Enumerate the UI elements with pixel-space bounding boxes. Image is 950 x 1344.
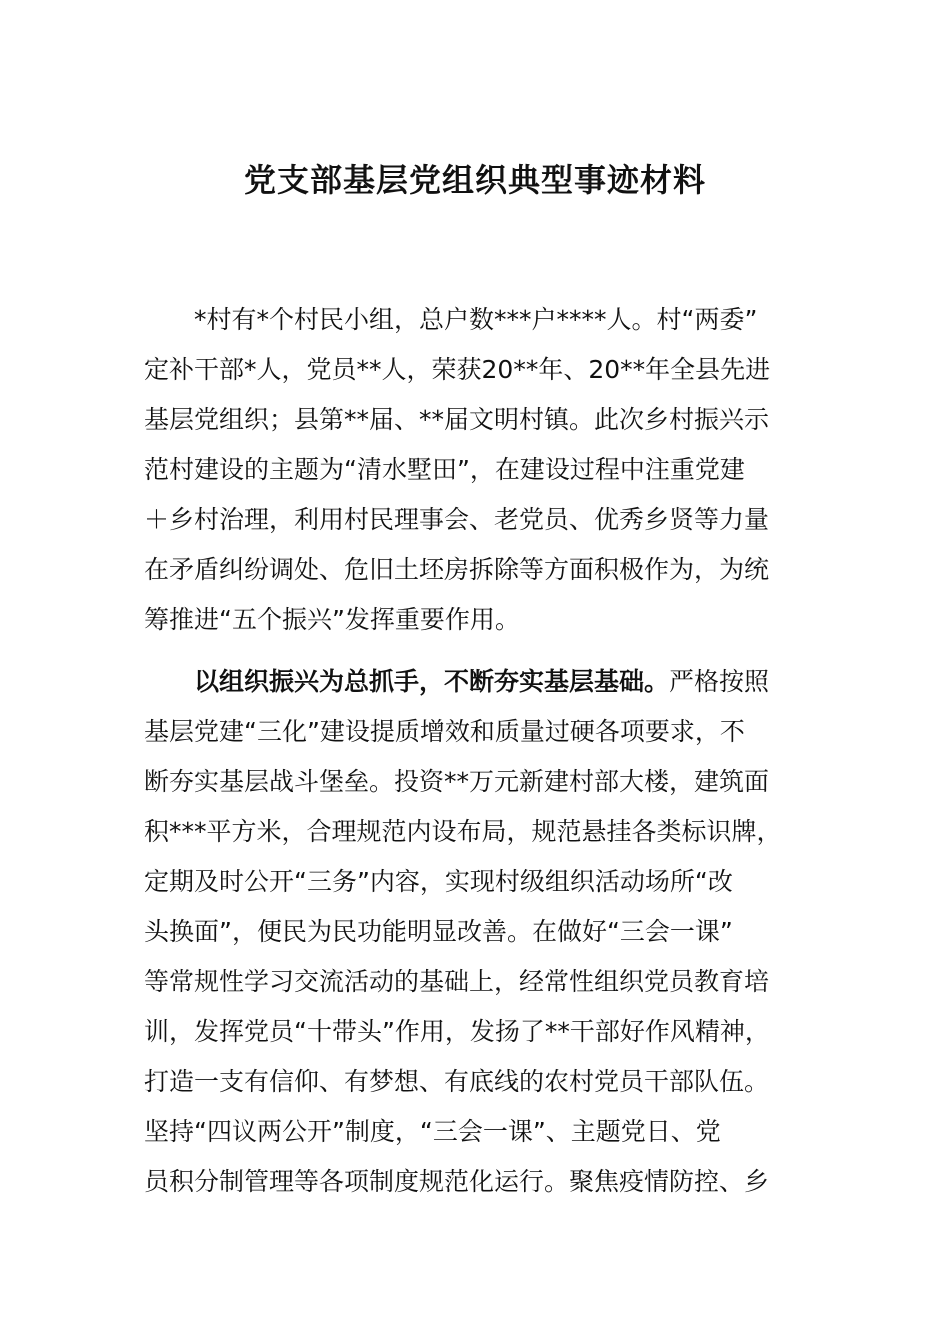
paragraph-1-line: 基层党组织；县第**届、**届文明村镇。此次乡村振兴示 (144, 405, 770, 434)
paragraph-1-line: *村有*个村民小组，总户数***户****人。村“两委” (144, 305, 758, 334)
paragraph-2-line: 断夯实基层战斗堡垒。投资**万元新建村部大楼，建筑面 (144, 767, 770, 796)
paragraph-2-line: 打造一支有信仰、有梦想、有底线的农村党员干部队伍。 (144, 1067, 770, 1096)
paragraph-2-line: 积***平方米，合理规范内设布局，规范悬挂各类标识牌， (144, 817, 782, 846)
paragraph-2-line: 头换面”，便民为民功能明显改善。在做好“三会一课” (144, 917, 733, 946)
paragraph-1-line: 定补干部*人，党员**人，荣获20**年、20**年全县先进 (144, 355, 771, 384)
paragraph-2-heading: 以组织振兴为总抓手，不断夯实基层基础。 (144, 667, 670, 696)
paragraph-2-line: 员积分制管理等各项制度规范化运行。聚焦疫情防控、乡 (144, 1167, 770, 1196)
paragraph-1-line: ＋乡村治理，利用村民理事会、老党员、优秀乡贤等力量 (144, 505, 770, 534)
paragraph-2-line: 基层党建“三化”建设提质增效和质量过硬各项要求，不 (144, 717, 745, 746)
paragraph-1 (144, 295, 808, 645)
paragraph-1-line: 在矛盾纠纷调处、危旧土坯房拆除等方面积极作为，为统 (144, 555, 770, 584)
paragraph-2-line: 坚持“四议两公开”制度，“三会一课”、主题党日、党 (144, 1117, 721, 1146)
paragraph-2-line: 定期及时公开“三务”内容，实现村级组织活动场所“改 (144, 867, 733, 896)
paragraph-2-first-line-rest: 严格按照 (669, 667, 770, 696)
document-title: 党支部基层党组织典型事迹材料 (243, 161, 706, 199)
paragraph-2-line: 等常规性学习交流活动的基础上，经常性组织党员教育培 (144, 967, 770, 996)
paragraph-1-line: 范村建设的主题为“清水墅田”，在建设过程中注重党建 (144, 455, 745, 484)
paragraph-spacer (144, 645, 808, 657)
paragraph-1-line: 筹推进“五个振兴”发挥重要作用。 (144, 605, 520, 634)
document-body (144, 295, 808, 1207)
paragraph-2-first-line (144, 657, 808, 707)
paragraph-2-line: 训，发挥党员“十带头”作用，发扬了**干部好作风精神， (144, 1017, 770, 1046)
paragraph-2 (144, 657, 808, 1207)
